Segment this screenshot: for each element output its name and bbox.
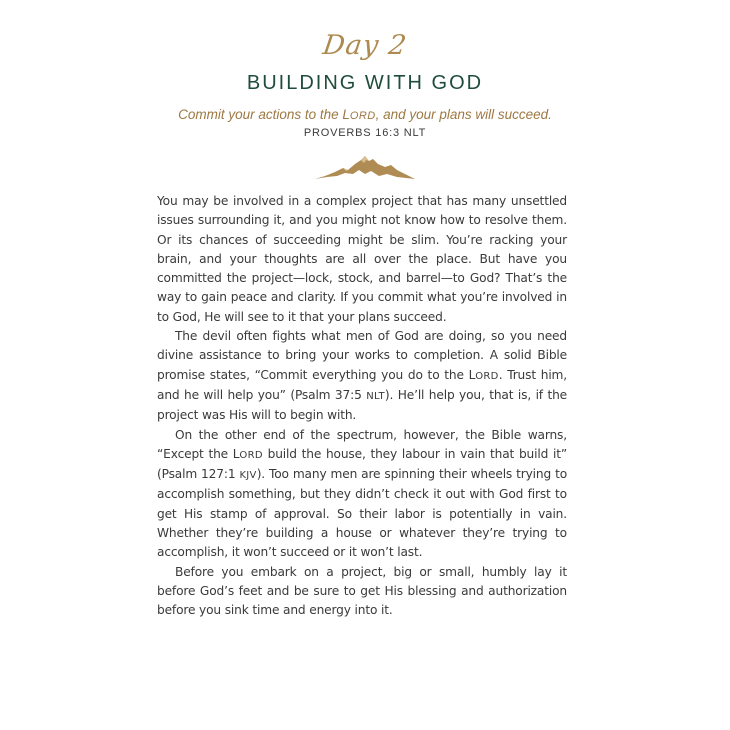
paragraph-2-part-c: ). He’ll help you, that is, if the project was His will to begin with.: [157, 387, 568, 423]
paragraph-4: Before you embark on a project, big or small, humbly lay it before God’s feet and be sure to get His blessing and authorization before you sink time and energy into it.: [157, 564, 567, 618]
page-title: BUILDING WITH GOD: [246, 72, 484, 94]
devotional-body: [157, 192, 567, 621]
day-label: Day 2: [320, 30, 410, 61]
paragraph-3-version: KJV: [239, 470, 257, 482]
paragraph-3: [157, 426, 567, 563]
paragraph-3-part-b: build the house, they labour in vain that build it” (Psalm 127:1: [157, 446, 567, 482]
mountain-icon: [315, 152, 415, 182]
paragraph-1: You may be involved in a complex project that has many unsettled issues surrounding it, and you might not know how to resolve them. Or its chances of succeeding might be slim. You’re racking your brain, and your thoughts are all over the place. But have you committed the project—lock, stock, and barrel—to God? That’s the way to gain peace and clarity. If you commit what you’re involved in to God, He will see to it that your plans succeed.: [157, 194, 567, 324]
paragraph-3-part-c: ). Too many men are spinning their wheels trying to accomplish something, but they didn’t check it out with God first to get His stamp of approval. So their labor is potentially in vain. Whether they’re building a house or whatever they’re trying to accomplish, it won’t succeed or it won’t last.: [157, 467, 568, 560]
paragraph-2-version: NLT: [366, 390, 385, 402]
paragraph-3-lord: ORD: [239, 449, 263, 461]
verse-text-after: , and your plans will succeed.: [375, 107, 552, 122]
verse-reference: PROVERBS 16:3 NLT: [303, 127, 427, 139]
verse-text-before: Commit your actions to the: [178, 107, 343, 122]
key-verse: [0, 107, 730, 122]
verse-lord-rest: ORD: [349, 110, 376, 122]
paragraph-2-part-a: The devil often fights what men of God are doing, so you need divine assistance to bring your works to completion. A solid Bible promise states, “Commit everything you do to the L: [157, 329, 567, 382]
paragraph-2: [157, 327, 567, 425]
verse-lord-initial: L: [342, 107, 350, 122]
paragraph-3-part-a: On the other end of the spectrum, however, the Bible warns, “Except the L: [157, 427, 567, 461]
paragraph-2-lord: ORD: [475, 370, 499, 382]
paragraph-2-part-b: . Trust him, and he will help you” (Psalm 37:5: [157, 367, 567, 402]
